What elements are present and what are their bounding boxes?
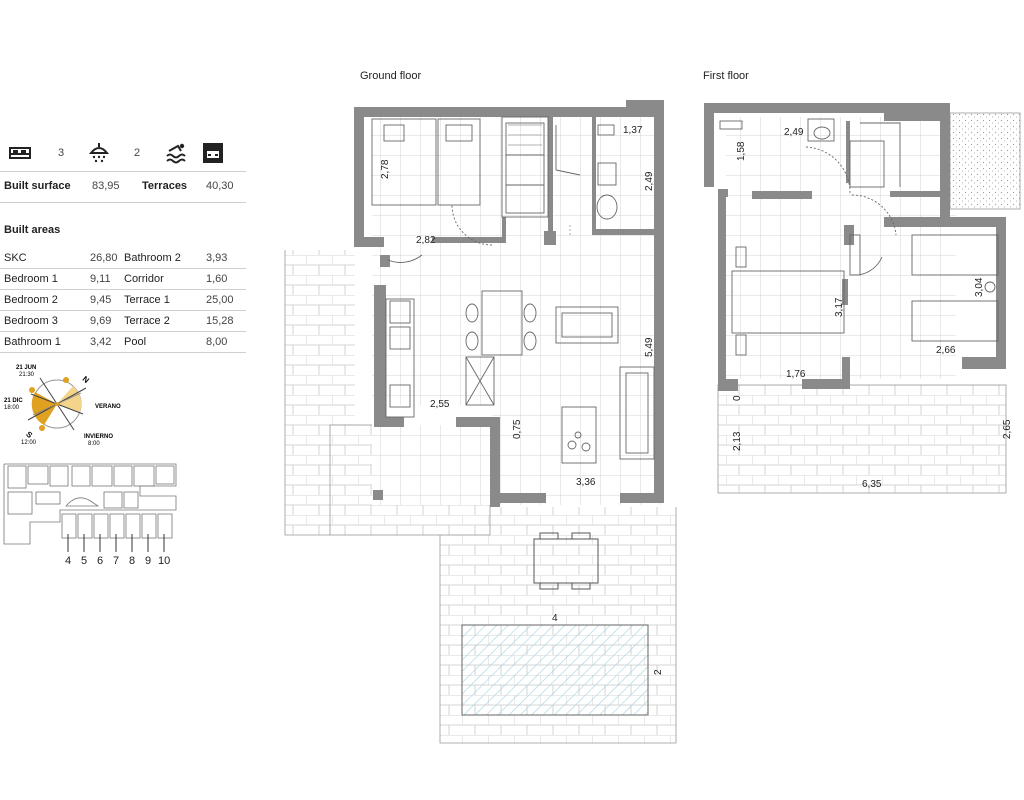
dim-label: 2 xyxy=(653,669,664,675)
area-name: Pool xyxy=(124,336,147,348)
shower-icon xyxy=(88,142,110,164)
dim-label: 5,49 xyxy=(644,337,655,357)
dim-label: 2,55 xyxy=(430,399,450,410)
area-name: SKC xyxy=(4,252,27,264)
area-value: 3,93 xyxy=(206,252,228,264)
site-number: 4 xyxy=(65,555,72,567)
sun-sector xyxy=(32,392,57,425)
area-name: Bedroom 2 xyxy=(4,294,58,306)
s-time: 12:00 xyxy=(21,440,37,446)
area-name: Terrace 2 xyxy=(124,315,170,327)
bed-icon xyxy=(8,142,34,164)
dim-label: 2,65 xyxy=(1002,419,1013,439)
area-value: 25,00 xyxy=(206,294,234,306)
site-number: 5 xyxy=(81,555,88,567)
sun-compass xyxy=(0,362,130,450)
area-value: 15,28 xyxy=(206,315,234,327)
dim-label: 2,13 xyxy=(732,431,743,451)
first-floor-title: First floor xyxy=(703,70,749,82)
site-number: 7 xyxy=(113,555,120,567)
site-plan xyxy=(0,462,180,570)
ground-floor-title: Ground floor xyxy=(360,70,422,82)
dim-label: 6,35 xyxy=(862,479,882,490)
first-floor-plan xyxy=(700,95,1024,500)
invierno-time: 8:00 xyxy=(88,441,100,447)
area-value: 9,69 xyxy=(90,315,112,327)
built-surface-value: 83,95 xyxy=(92,180,120,192)
divider xyxy=(0,202,246,203)
south-label: S xyxy=(24,429,35,440)
built-areas-row xyxy=(0,248,248,269)
area-value: 26,80 xyxy=(90,252,118,264)
site-number: 6 xyxy=(97,555,104,567)
terraces-label: Terraces xyxy=(142,180,188,192)
jun-label: 21 JUN xyxy=(16,365,37,371)
pool xyxy=(462,625,648,715)
area-value: 1,60 xyxy=(206,273,228,285)
dim-label: 4 xyxy=(552,613,558,624)
roof-gravel xyxy=(950,113,1020,209)
dic-time: 18:00 xyxy=(4,405,20,411)
ground-floor-plan xyxy=(280,95,690,745)
area-value: 3,42 xyxy=(90,336,112,348)
dim-label: 0,75 xyxy=(512,419,523,439)
area-value: 9,11 xyxy=(90,273,111,285)
area-value: 9,45 xyxy=(90,294,112,306)
dim-label: 0 xyxy=(732,395,743,401)
dim-label: 2,49 xyxy=(784,127,804,138)
built-areas-row xyxy=(0,311,248,332)
area-name: Bathroom 2 xyxy=(124,252,181,264)
interior-floor xyxy=(372,117,662,505)
area-value: 8,00 xyxy=(206,336,228,348)
pool-icon xyxy=(166,142,188,164)
area-name: Bedroom 3 xyxy=(4,315,58,327)
area-name: Bedroom 1 xyxy=(4,273,58,285)
built-areas-row xyxy=(0,332,248,353)
area-name: Bathroom 1 xyxy=(4,336,61,348)
jun-time: 21:30 xyxy=(19,372,35,378)
dim-label: 1,37 xyxy=(623,125,643,136)
bathrooms-count: 2 xyxy=(134,147,141,159)
built-surface-label: Built surface xyxy=(4,180,71,192)
verano-label: VERANO xyxy=(95,404,121,410)
built-areas-row xyxy=(0,290,248,311)
site-number: 10 xyxy=(158,555,171,567)
divider xyxy=(0,352,246,353)
divider xyxy=(0,171,246,172)
terraces-value: 40,30 xyxy=(206,180,234,192)
area-name: Corridor xyxy=(124,273,164,285)
garage-icon xyxy=(202,142,224,164)
dim-label: 3,04 xyxy=(974,277,985,297)
dic-label: 21 DIC xyxy=(4,398,23,404)
built-areas-row xyxy=(0,269,248,290)
north-label: N xyxy=(80,374,91,386)
dim-label: 2,66 xyxy=(936,345,956,356)
features-row xyxy=(0,140,248,168)
sun-sector-summer xyxy=(57,386,81,412)
dim-label: 3,36 xyxy=(576,477,596,488)
area-name: Terrace 1 xyxy=(124,294,170,306)
upper-terrace xyxy=(718,385,1006,493)
dim-label: 1,58 xyxy=(736,141,747,161)
dim-label: 3,17 xyxy=(834,297,845,317)
dim-label: 2,78 xyxy=(380,159,391,179)
built-areas-title: Built areas xyxy=(4,224,61,236)
bedrooms-count: 3 xyxy=(58,147,65,159)
dim-label: 2,82 xyxy=(416,235,436,246)
dim-label: 1,76 xyxy=(786,369,806,380)
invierno-label: INVIERNO xyxy=(84,434,114,440)
site-number: 9 xyxy=(145,555,152,567)
upper-floor xyxy=(726,117,956,379)
dim-label: 2,49 xyxy=(644,171,655,191)
site-number: 8 xyxy=(129,555,136,567)
